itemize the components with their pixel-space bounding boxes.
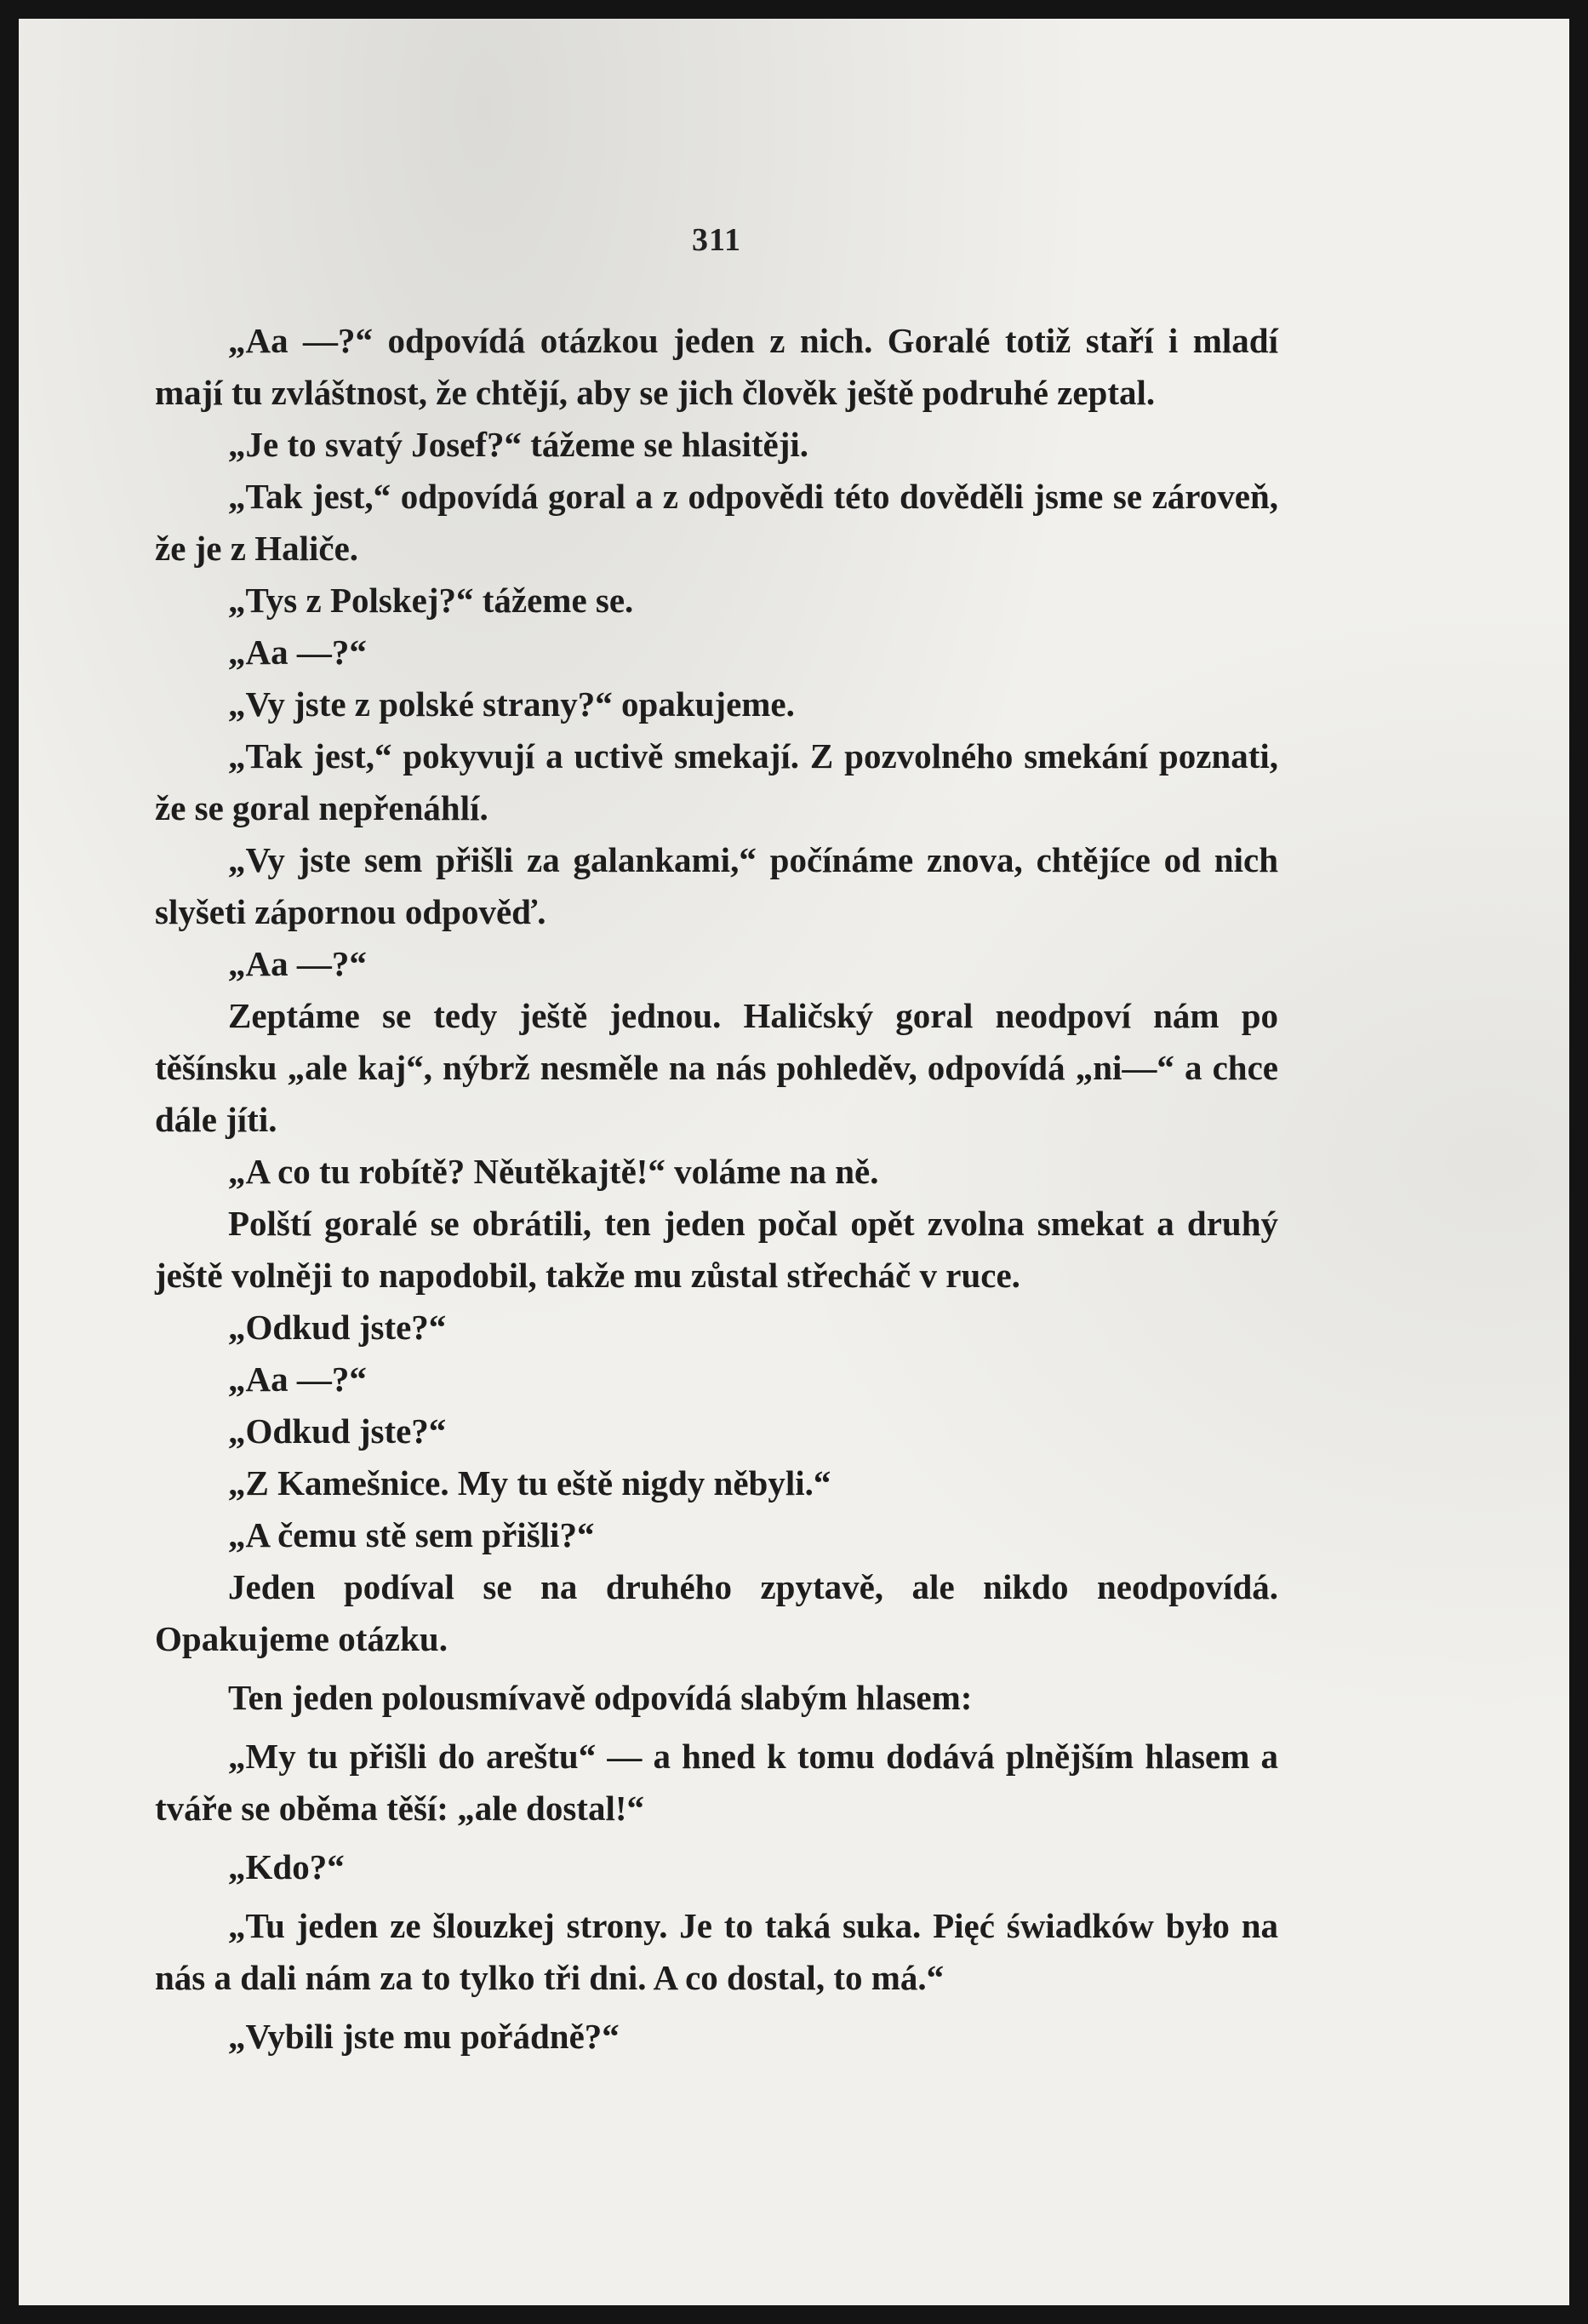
paragraph: „Vy jste sem přišli za galankami,“ počínáme znova, chtějíce od nich slyšeti zápornou odpověď. <box>155 840 1278 931</box>
paragraph: „Vy jste z polské strany?“ opakujeme. <box>228 684 795 724</box>
paragraph: Polští goralé se obrátili, ten jeden počal opět zvolna smekat a druhý ještě volněji to napodobil, takže mu zůstal střecháč v ruce. <box>155 1204 1278 1295</box>
paragraph: „Aa —?“ <box>228 1359 367 1399</box>
paragraph: „Tu jeden ze šlouzkej strony. Je to taká suka. Pięć świadków było na nás a dali nám za to tylko tři dni. A co dostal, to má.“ <box>155 1906 1278 1997</box>
paragraph: „Odkud jste?“ <box>228 1308 447 1347</box>
paragraph: Ten jeden polousmívavě odpovídá slabým hlasem: <box>228 1678 973 1717</box>
paragraph: „Odkud jste?“ <box>228 1411 447 1451</box>
body-text <box>155 315 1278 2063</box>
paragraph: „Tak jest,“ pokyvují a uctivě smekají. Z pozvolného smekání poznati, že se goral nepřenáhlí. <box>155 736 1278 827</box>
paragraph: „Aa —?“ <box>228 944 367 983</box>
paragraph: „Aa —?“ <box>228 633 367 672</box>
page-number: 311 <box>692 222 741 258</box>
paragraph: „A čemu stě sem přišli?“ <box>228 1515 595 1554</box>
paragraph: „Je to svatý Josef?“ tážeme se hlasitěji. <box>228 425 809 464</box>
paragraph: „Tys z Polskej?“ tážeme se. <box>228 581 634 620</box>
paragraph: „A co tu robítě? Něutěkajtě!“ voláme na ně. <box>228 1152 879 1191</box>
paragraph: „Aa —?“ odpovídá otázkou jeden z nich. Goralé totiž staří i mladí mají tu zvláštnost, že chtějí, aby se jich člověk ještě podruhé zeptal. <box>155 321 1278 412</box>
paragraph: Jeden podíval se na druhého zpytavě, ale nikdo neodpovídá. Opakujeme otázku. <box>155 1567 1278 1658</box>
paragraph: Zeptáme se tedy ještě jednou. Haličský goral neodpoví nám po těšínsku „ale kaj“, nýbrž nesměle na nás pohleděv, odpovídá „ni—“ a chce dále jíti. <box>155 996 1278 1139</box>
paragraph: „Kdo?“ <box>228 1847 345 1886</box>
paragraph: „Tak jest,“ odpovídá goral a z odpovědi této dověděli jsme se zároveň, že je z Haliče. <box>155 477 1278 568</box>
paragraph: „Z Kamešnice. My tu eště nigdy něbyli.“ <box>228 1463 831 1503</box>
paragraph: „Vybili jste mu pořádně?“ <box>228 2017 620 2056</box>
paragraph: „My tu přišli do areštu“ — a hned k tomu dodává plnějším hlasem a tváře se oběma těší: „ale dostal!“ <box>155 1737 1278 1828</box>
book-page <box>19 19 1569 2305</box>
